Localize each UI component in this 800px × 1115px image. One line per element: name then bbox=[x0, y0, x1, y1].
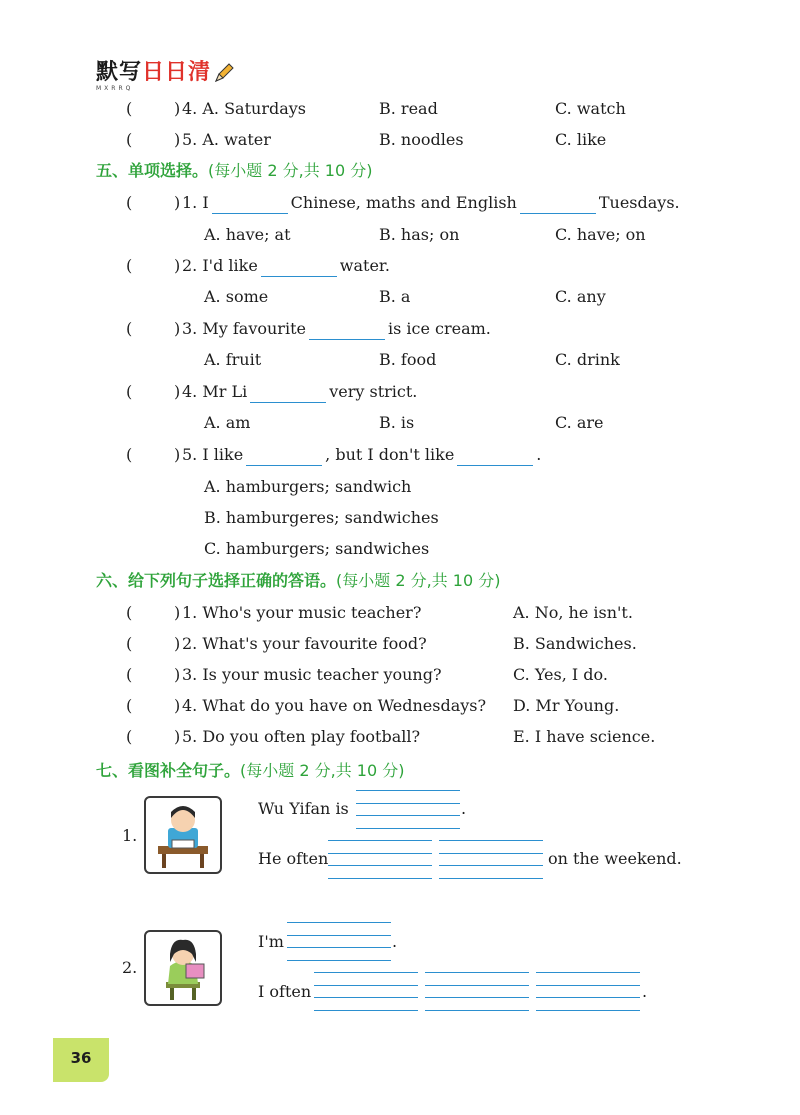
writing-line[interactable] bbox=[287, 960, 391, 961]
match-answer: A. No, he isn't. bbox=[513, 603, 633, 622]
answer-blank[interactable] bbox=[250, 386, 326, 403]
answer-paren-close: ) bbox=[174, 256, 181, 275]
writing-line[interactable] bbox=[314, 1010, 418, 1011]
question-end: . bbox=[536, 445, 542, 464]
option-b: B. a bbox=[379, 287, 411, 306]
question-end: Tuesdays. bbox=[598, 193, 680, 212]
match-answer: C. Yes, I do. bbox=[513, 665, 608, 684]
writing-line[interactable] bbox=[314, 997, 418, 998]
question-text bbox=[182, 444, 541, 466]
section-7-heading bbox=[96, 760, 404, 782]
writing-line[interactable] bbox=[439, 853, 543, 854]
question-start: 2. I'd like bbox=[182, 256, 258, 275]
writing-line[interactable] bbox=[536, 972, 640, 973]
answer-paren-close: ) bbox=[174, 696, 181, 715]
answer-paren-open: ( bbox=[126, 130, 133, 149]
question-text bbox=[182, 255, 390, 277]
writing-line[interactable] bbox=[328, 840, 432, 841]
answer-paren: ( bbox=[126, 382, 133, 401]
answer-paren-open: ( bbox=[126, 99, 133, 118]
page-number: 36 bbox=[70, 1049, 92, 1067]
option-a: 5. A. water bbox=[182, 130, 271, 149]
match-answer: D. Mr Young. bbox=[513, 696, 620, 715]
answer-paren-close: ) bbox=[174, 727, 181, 746]
question-text bbox=[182, 192, 680, 214]
answer-paren-close: ) bbox=[174, 634, 181, 653]
question-text bbox=[182, 318, 491, 340]
option-c: C. watch bbox=[555, 99, 626, 118]
answer-paren-close: ) bbox=[174, 130, 181, 149]
answer-paren-close: ) bbox=[174, 603, 181, 622]
writing-line[interactable] bbox=[328, 865, 432, 866]
answer-paren: ( bbox=[126, 665, 133, 684]
logo-text-dark: 默写 bbox=[96, 60, 143, 85]
match-question: 5. Do you often play football? bbox=[182, 727, 421, 746]
match-question: 3. Is your music teacher young? bbox=[182, 665, 442, 684]
sentence-end: . bbox=[392, 932, 398, 951]
writing-line[interactable] bbox=[356, 790, 460, 791]
answer-blank[interactable] bbox=[457, 449, 533, 466]
picture-item-number: 1. bbox=[122, 826, 138, 845]
question-text bbox=[182, 381, 417, 403]
match-question: 4. What do you have on Wednesdays? bbox=[182, 696, 487, 715]
writing-line[interactable] bbox=[439, 865, 543, 866]
question-mid: , but I don't like bbox=[325, 445, 455, 464]
option-c: C. have; on bbox=[555, 225, 646, 244]
question-end: is ice cream. bbox=[387, 319, 491, 338]
picture-item-number: 2. bbox=[122, 958, 138, 977]
option-a: A. fruit bbox=[204, 350, 262, 369]
sentence-start: I'm bbox=[258, 932, 284, 951]
answer-paren: ( bbox=[126, 193, 133, 212]
option-c: C. drink bbox=[555, 350, 620, 369]
question-end: water. bbox=[339, 256, 390, 275]
writing-line[interactable] bbox=[536, 985, 640, 986]
writing-line[interactable] bbox=[439, 840, 543, 841]
sentence-end: . bbox=[461, 799, 467, 818]
match-answer: B. Sandwiches. bbox=[513, 634, 637, 653]
sentence-end: on the weekend. bbox=[548, 849, 682, 868]
logo-text-red: 日日清 bbox=[142, 60, 212, 85]
writing-line[interactable] bbox=[425, 985, 529, 986]
option-a: A. some bbox=[204, 287, 269, 306]
option-a: 4. A. Saturdays bbox=[182, 99, 306, 118]
answer-paren: ( bbox=[126, 319, 133, 338]
sentence-end: . bbox=[642, 982, 648, 1001]
writing-line[interactable] bbox=[287, 935, 391, 936]
section-5-heading bbox=[96, 160, 372, 182]
page-number-tab bbox=[53, 1038, 109, 1082]
answer-paren-close: ) bbox=[174, 445, 181, 464]
option-c: C. are bbox=[555, 413, 604, 432]
section-points: (每小题 2 分,共 10 分) bbox=[208, 161, 373, 180]
writing-line[interactable] bbox=[425, 997, 529, 998]
section-title: 五、单项选择。 bbox=[96, 161, 209, 180]
picture-girl-reading bbox=[144, 930, 222, 1006]
writing-line[interactable] bbox=[328, 878, 432, 879]
logo-subtitle: MXRRQ bbox=[96, 85, 134, 92]
writing-line[interactable] bbox=[314, 972, 418, 973]
section-points: (每小题 2 分,共 10 分) bbox=[240, 761, 405, 780]
option-c: C. like bbox=[555, 130, 607, 149]
writing-line[interactable] bbox=[287, 947, 391, 948]
answer-paren: ( bbox=[126, 634, 133, 653]
match-question: 1. Who's your music teacher? bbox=[182, 603, 422, 622]
answer-blank[interactable] bbox=[309, 323, 385, 340]
question-start: 5. I like bbox=[182, 445, 244, 464]
match-answer: E. I have science. bbox=[513, 727, 656, 746]
writing-line[interactable] bbox=[328, 853, 432, 854]
series-logo bbox=[96, 60, 235, 96]
question-start: 4. Mr Li bbox=[182, 382, 248, 401]
option-c: C. any bbox=[555, 287, 606, 306]
question-start: 3. My favourite bbox=[182, 319, 306, 338]
writing-line[interactable] bbox=[439, 878, 543, 879]
writing-line[interactable] bbox=[425, 972, 529, 973]
boy-studying-icon bbox=[146, 798, 220, 872]
pencil-icon bbox=[213, 62, 235, 84]
question-end: very strict. bbox=[329, 382, 418, 401]
option-a: A. have; at bbox=[204, 225, 291, 244]
option-b: B. is bbox=[379, 413, 415, 432]
section-6-heading bbox=[96, 570, 500, 592]
question-start: 1. I bbox=[182, 193, 209, 212]
answer-paren-close: ) bbox=[174, 665, 181, 684]
picture-boy-studying bbox=[144, 796, 222, 874]
section-title: 六、给下列句子选择正确的答语。 bbox=[96, 571, 337, 590]
writing-line[interactable] bbox=[536, 997, 640, 998]
answer-blank[interactable] bbox=[520, 197, 596, 214]
writing-line[interactable] bbox=[356, 815, 460, 816]
option-a: A. am bbox=[204, 413, 251, 432]
sentence-start: Wu Yifan is bbox=[258, 799, 349, 818]
writing-line[interactable] bbox=[314, 985, 418, 986]
writing-line[interactable] bbox=[536, 1010, 640, 1011]
option-c: C. hamburgers; sandwiches bbox=[204, 539, 430, 558]
answer-paren-close: ) bbox=[174, 319, 181, 338]
writing-line[interactable] bbox=[425, 1010, 529, 1011]
option-b: B. food bbox=[379, 350, 437, 369]
girl-reading-icon bbox=[146, 932, 220, 1004]
answer-paren-close: ) bbox=[174, 99, 181, 118]
answer-paren: ( bbox=[126, 727, 133, 746]
option-b: B. has; on bbox=[379, 225, 460, 244]
option-b: B. hamburgeres; sandwiches bbox=[204, 508, 439, 527]
answer-blank[interactable] bbox=[246, 449, 322, 466]
writing-line[interactable] bbox=[356, 828, 460, 829]
question-mid: Chinese, maths and English bbox=[290, 193, 517, 212]
writing-line[interactable] bbox=[287, 922, 391, 923]
option-a: A. hamburgers; sandwich bbox=[204, 477, 412, 496]
option-b: B. read bbox=[379, 99, 438, 118]
option-b: B. noodles bbox=[379, 130, 464, 149]
match-question: 2. What's your favourite food? bbox=[182, 634, 427, 653]
sentence-start: I often bbox=[258, 982, 312, 1001]
answer-paren: ( bbox=[126, 603, 133, 622]
answer-paren-close: ) bbox=[174, 193, 181, 212]
sentence-start: He often bbox=[258, 849, 329, 868]
answer-paren: ( bbox=[126, 696, 133, 715]
section-points: (每小题 2 分,共 10 分) bbox=[336, 571, 501, 590]
answer-paren: ( bbox=[126, 445, 133, 464]
writing-line[interactable] bbox=[356, 803, 460, 804]
section-title: 七、看图补全句子。 bbox=[96, 761, 241, 780]
answer-blank[interactable] bbox=[212, 197, 288, 214]
answer-paren: ( bbox=[126, 256, 133, 275]
answer-paren-close: ) bbox=[174, 382, 181, 401]
answer-blank[interactable] bbox=[261, 260, 337, 277]
